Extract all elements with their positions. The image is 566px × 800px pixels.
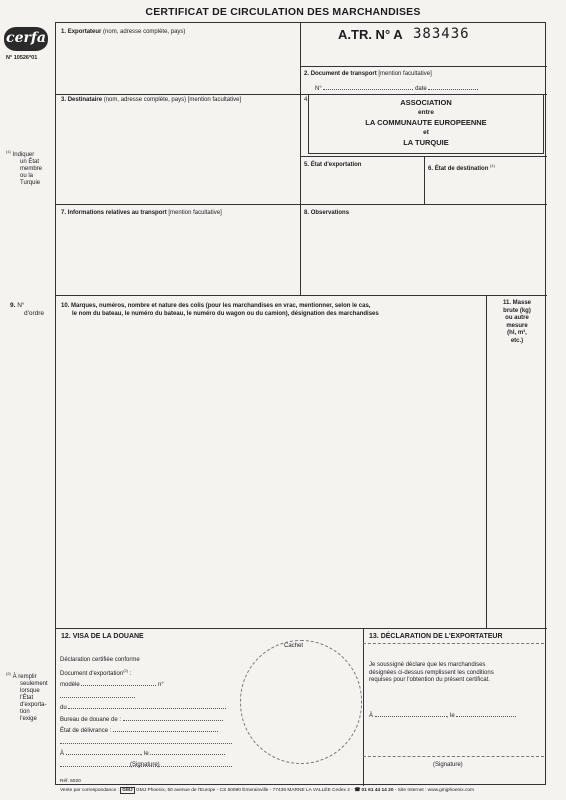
divider bbox=[363, 756, 544, 757]
customs-visa-title: 12. VISA DE LA DOUANE bbox=[61, 633, 144, 640]
exporter-label: 1. Exportateur (nom, adresse complète, pays) bbox=[61, 29, 186, 35]
exporter-declaration-title: 13. DÉCLARATION DE L'EXPORTATEUR bbox=[369, 633, 503, 640]
side-note-country: $^{(1)}$ Indiquer un État membre ou la Turquie bbox=[6, 149, 43, 186]
divider bbox=[56, 628, 547, 629]
destination-country-label: 6. État de destination $^{(1)}$ bbox=[428, 163, 495, 172]
customs-signature-label: (Signature) bbox=[130, 762, 160, 768]
stamp-label: Cachet bbox=[284, 643, 304, 649]
transport-document-label: 2. Document de transport [mention facultative] bbox=[304, 71, 432, 77]
divider bbox=[300, 66, 547, 67]
stamp-area bbox=[240, 640, 362, 764]
exporter-signature-label: (Signature) bbox=[433, 762, 463, 768]
gross-mass-label: 11. Masse brute (kg) ou autre mesure (hl, m³, etc.) bbox=[502, 300, 532, 344]
form-number: N° 10526*01 bbox=[6, 55, 38, 61]
side-note-export-doc: $^{(2)}$ À remplir seulement lorsque l'État d'exporta- tion l'exige bbox=[6, 671, 48, 722]
footer-address: Vente par correspondance : GMJ GMJ Phoenix, 50 avenue de l'Europe - CS 50690 Émerainville - 77436 MARNE LA VALLÉE Cedex 2 - ☎ 01 61 44 14 20 - Site Internet : www.gmjphoenix.com bbox=[60, 788, 475, 793]
observations-label: 8. Observations bbox=[304, 210, 350, 216]
divider bbox=[424, 156, 425, 204]
divider bbox=[56, 295, 547, 296]
transport-document-field[interactable]: N° date bbox=[315, 83, 478, 94]
divider bbox=[56, 204, 547, 205]
cerfa-logo: cerfa bbox=[4, 27, 48, 51]
divider bbox=[486, 295, 487, 628]
form-title: CERTIFICAT DE CIRCULATION DES MARCHANDISES bbox=[145, 6, 421, 18]
consignee-label: 3. Destinataire (nom, adresse complète, pays) [mention facultative] bbox=[61, 97, 242, 103]
association-text: ASSOCIATION entre LA COMMUNAUTE EUROPEENNE et LA TURQUIE bbox=[365, 98, 487, 147]
exporter-declaration-text: Je soussigné déclare que les marchandises désignées ci-dessus remplissent les conditions requises pour l'obtention du présent certificat. bbox=[369, 662, 494, 683]
reference-number: Réf. 5020 bbox=[60, 779, 81, 784]
exporter-place-date-field[interactable]: À , le bbox=[369, 710, 516, 721]
customs-visa-fields[interactable]: Déclaration certifiée conforme Document d'exportation$^{(2)}$ : modèle n° du Bureau de douane de : État de délivrance : À , le bbox=[60, 655, 240, 771]
atr-number: 383436 bbox=[413, 26, 470, 42]
order-number-label: 9. N° d'ordre bbox=[10, 302, 45, 317]
divider bbox=[363, 643, 544, 644]
association-number: 4. bbox=[304, 97, 310, 103]
atr-label: A.TR. N° A bbox=[338, 27, 403, 42]
export-country-label: 5. État d'exportation bbox=[304, 162, 362, 168]
goods-description-label: 10. Marques, numéros, nombre et nature des colis (pour les marchandises en vrac, mentionner, selon le cas, le nom du bateau, le numéro du bateau, le numéro du wagon ou du camion), désignation des marchandises bbox=[61, 303, 379, 317]
transport-info-label: 7. Informations relatives au transport [mention facultative] bbox=[61, 210, 222, 216]
divider bbox=[300, 23, 301, 295]
divider bbox=[363, 628, 364, 786]
